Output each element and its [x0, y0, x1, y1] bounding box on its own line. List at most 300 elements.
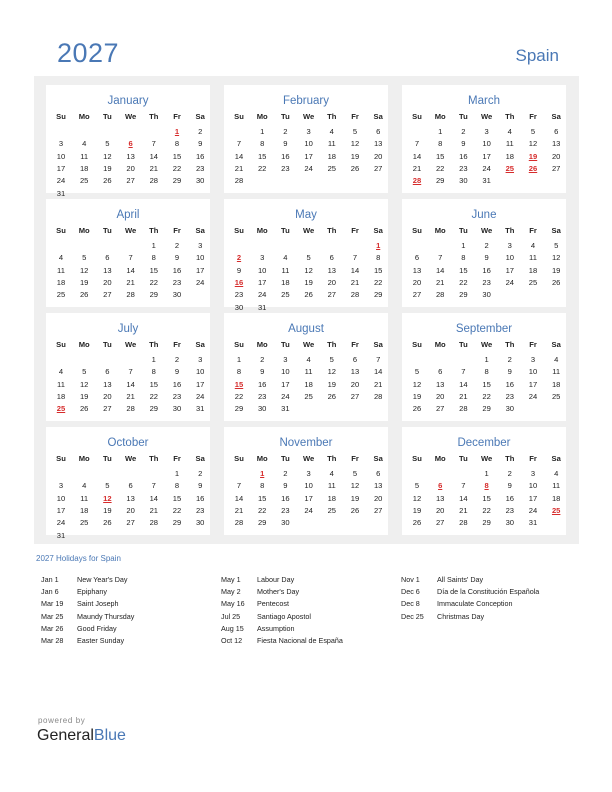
- calendar-day: 17: [304, 151, 313, 161]
- calendar-day: 10: [281, 367, 290, 377]
- weekday-header: Th: [505, 226, 515, 235]
- weekday-header: Fr: [173, 112, 181, 121]
- calendar-day: 14: [412, 151, 422, 161]
- calendar-day: 19: [327, 379, 337, 389]
- calendar-day: 10: [304, 139, 313, 149]
- calendar-day: 23: [172, 277, 182, 287]
- calendar-day: 23: [459, 163, 468, 173]
- holiday-date: Jul 25: [221, 611, 241, 621]
- calendar-day: 31: [257, 302, 267, 312]
- calendar-day: 14: [126, 265, 135, 275]
- weekday-header: We: [302, 226, 315, 235]
- weekday-header: Su: [412, 454, 422, 463]
- country-title: Spain: [515, 46, 559, 65]
- weekday-header: We: [480, 226, 493, 235]
- calendar-day: 10: [56, 493, 66, 503]
- weekday-header: Th: [149, 226, 159, 235]
- holiday-date: May 2: [221, 587, 241, 597]
- calendar-day: 6: [376, 127, 381, 136]
- calendar-day: 12: [551, 253, 561, 263]
- weekday-header: Sa: [373, 340, 383, 349]
- calendar-day: 16: [482, 265, 491, 275]
- calendar-day: 4: [306, 355, 311, 364]
- weekday-header: Mo: [256, 226, 268, 235]
- calendar-day: 16: [281, 493, 290, 503]
- brand-logo: [37, 727, 126, 745]
- calendar-day: 18: [327, 493, 337, 503]
- calendar-day: 6: [438, 367, 443, 377]
- calendar-day: 12: [304, 265, 313, 275]
- calendar-day: 11: [304, 367, 313, 377]
- calendar-day: 28: [126, 290, 135, 300]
- calendar-day: 5: [530, 127, 536, 136]
- weekday-header: Fr: [529, 226, 537, 235]
- calendar-day: 14: [459, 493, 468, 503]
- holiday-name: Immaculate Conception: [437, 599, 513, 609]
- weekday-header: Su: [234, 112, 244, 121]
- calendar-day: 21: [234, 163, 244, 173]
- calendar-day: 1: [484, 355, 489, 364]
- calendar-day: 5: [306, 253, 311, 263]
- calendar-day: 2: [283, 127, 288, 136]
- calendar-day: 11: [57, 379, 65, 389]
- calendar-day: 12: [327, 367, 337, 377]
- weekday-header: Th: [505, 112, 515, 121]
- calendar-day: 29: [482, 518, 491, 528]
- calendar-day: 9: [260, 367, 265, 377]
- calendar-day: 7: [352, 253, 358, 263]
- calendar-day: 28: [435, 290, 445, 300]
- calendar-day: 14: [149, 151, 159, 161]
- calendar-day: 27: [551, 163, 561, 173]
- calendar-day: 21: [149, 505, 159, 515]
- holiday-day: 2: [236, 253, 242, 263]
- calendar-day: 11: [552, 367, 561, 377]
- calendar-day: 28: [459, 518, 468, 528]
- calendar-day: 3: [198, 241, 203, 250]
- calendar-day: 28: [149, 176, 159, 186]
- calendar-day: 23: [257, 391, 267, 401]
- calendar-day: 13: [551, 139, 561, 149]
- calendar-day: 7: [461, 367, 466, 377]
- weekday-header: Fr: [529, 112, 537, 121]
- calendar-day: 22: [149, 391, 159, 401]
- calendar-day: 27: [126, 176, 135, 186]
- holiday-name: Labour Day: [257, 575, 295, 584]
- calendar-day: 10: [528, 367, 538, 377]
- calendar-day: 16: [505, 493, 515, 503]
- weekday-header: We: [124, 340, 137, 349]
- calendar-day: 14: [149, 493, 159, 503]
- calendar-day: 7: [128, 253, 133, 263]
- weekday-header: Sa: [195, 112, 205, 121]
- calendar-day: 28: [149, 518, 159, 528]
- calendar-day: 23: [505, 505, 515, 515]
- calendar-day: 9: [174, 367, 180, 377]
- holiday-name: Assumption: [257, 623, 295, 633]
- calendar-day: 30: [505, 518, 515, 528]
- weekday-header: Su: [412, 112, 422, 121]
- holiday-name: All Saints' Day: [437, 575, 484, 584]
- calendar-day: 24: [528, 505, 538, 515]
- holiday-day: 25: [505, 163, 515, 173]
- calendar-day: 11: [529, 253, 537, 263]
- calendar-day: 31: [56, 530, 66, 540]
- calendar-day: 5: [414, 367, 420, 377]
- calendar-day: 24: [528, 391, 538, 401]
- calendar-day: 16: [172, 265, 182, 275]
- calendar-day: 3: [530, 469, 536, 478]
- calendar-day: 7: [438, 253, 443, 263]
- calendar-day: 27: [350, 391, 360, 401]
- month-april: [46, 199, 210, 307]
- calendar-day: 22: [172, 163, 182, 173]
- calendar-day: 26: [412, 404, 422, 414]
- month-august: [224, 313, 388, 421]
- weekday-header: Tu: [103, 454, 112, 463]
- weekday-header: Su: [412, 340, 422, 349]
- calendar-day: 5: [414, 481, 420, 491]
- weekday-header: Tu: [459, 454, 468, 463]
- calendar-day: 30: [195, 518, 205, 528]
- calendar-day: 6: [414, 253, 420, 263]
- month-name: May: [295, 209, 317, 221]
- calendar-day: 12: [103, 151, 112, 161]
- calendar-day: 27: [373, 505, 383, 515]
- calendar-day: 11: [80, 151, 89, 161]
- calendar-day: 25: [56, 290, 66, 300]
- calendar-day: 24: [195, 391, 205, 401]
- calendar-day: 18: [79, 163, 89, 173]
- calendar-day: 4: [554, 355, 559, 364]
- weekday-header: Fr: [173, 454, 181, 463]
- month-name: August: [288, 323, 324, 335]
- weekday-header: Th: [327, 454, 337, 463]
- calendar-day: 7: [414, 139, 420, 149]
- weekday-header: Tu: [281, 340, 290, 349]
- calendar-day: 30: [482, 290, 491, 300]
- calendar-day: 3: [306, 127, 311, 136]
- weekday-header: Sa: [551, 340, 561, 349]
- calendar-day: 12: [412, 493, 422, 503]
- calendar-day: 6: [329, 253, 334, 263]
- calendar-day: 26: [551, 277, 561, 287]
- calendar-day: 27: [103, 290, 112, 300]
- calendar-day: 8: [438, 139, 443, 149]
- calendar-day: 10: [528, 481, 538, 491]
- calendar-day: 1: [236, 355, 242, 364]
- weekday-header: Tu: [103, 340, 112, 349]
- calendar-day: 2: [260, 355, 265, 364]
- calendar-day: 26: [327, 391, 337, 401]
- calendar-day: 26: [79, 404, 89, 414]
- holiday-date: Mar 28: [41, 635, 64, 645]
- weekday-header: Su: [56, 340, 66, 349]
- calendar-day: 30: [257, 404, 267, 414]
- month-september: [402, 313, 566, 421]
- calendar-day: 8: [174, 139, 180, 149]
- weekday-header: Th: [327, 112, 337, 121]
- calendar-day: 17: [281, 379, 290, 389]
- month-name: September: [455, 323, 513, 335]
- weekday-header: Mo: [256, 340, 268, 349]
- calendar-day: 28: [126, 404, 135, 414]
- holiday-name: Mother's Day: [257, 587, 300, 597]
- holiday-day: 1: [260, 469, 265, 478]
- calendar-day: 21: [149, 163, 159, 173]
- calendar-day: 9: [283, 139, 288, 149]
- calendar-day: 6: [352, 355, 358, 364]
- calendar-day: 11: [505, 139, 514, 149]
- holiday-day: 6: [128, 139, 133, 149]
- calendar-day: 3: [58, 481, 64, 491]
- weekday-header: Mo: [256, 454, 268, 463]
- calendar-day: 24: [257, 290, 267, 300]
- calendar-day: 17: [56, 505, 66, 515]
- month-march: [402, 85, 566, 193]
- calendar-day: 7: [461, 481, 466, 491]
- calendar-day: 25: [79, 518, 89, 528]
- calendar-day: 7: [376, 355, 381, 364]
- calendar-day: 11: [327, 139, 336, 149]
- month-november: [224, 427, 388, 535]
- calendar-day: 21: [459, 391, 468, 401]
- holiday-name: Good Friday: [77, 623, 117, 633]
- calendar-day: 24: [56, 518, 66, 528]
- calendar-day: 13: [373, 139, 383, 149]
- weekday-header: Th: [327, 340, 337, 349]
- calendar-day: 17: [304, 493, 313, 503]
- calendar-day: 21: [373, 379, 383, 389]
- calendar-day: 4: [530, 241, 536, 250]
- weekday-header: Th: [149, 112, 159, 121]
- calendar-day: 24: [304, 505, 313, 515]
- calendar-day: 16: [505, 379, 515, 389]
- month-february: [224, 85, 388, 193]
- weekday-header: We: [302, 340, 315, 349]
- calendar-day: 27: [373, 163, 383, 173]
- calendar-day: 30: [172, 404, 182, 414]
- calendar-day: 14: [234, 151, 244, 161]
- calendar-day: 15: [482, 379, 491, 389]
- calendar-day: 29: [373, 290, 383, 300]
- calendar-day: 14: [459, 379, 468, 389]
- weekday-header: Mo: [434, 226, 446, 235]
- calendar-day: 12: [350, 481, 360, 491]
- weekday-header: Mo: [78, 340, 90, 349]
- calendar-day: 17: [257, 277, 267, 287]
- calendar-day: 24: [195, 277, 205, 287]
- holiday-day: 6: [438, 481, 443, 491]
- calendar-day: 19: [350, 151, 360, 161]
- month-july: [46, 313, 210, 421]
- holidays-title: 2027 Holidays for Spain: [36, 554, 121, 563]
- calendar-day: 10: [195, 367, 205, 377]
- calendar-day: 1: [151, 355, 156, 364]
- calendar-day: 10: [56, 151, 66, 161]
- calendar-day: 2: [198, 469, 203, 478]
- calendar-day: 3: [306, 469, 311, 478]
- calendar-day: 7: [151, 139, 156, 149]
- calendar-day: 18: [281, 277, 290, 287]
- calendar-day: 27: [435, 404, 445, 414]
- month-october: [46, 427, 210, 540]
- month-name: April: [116, 209, 140, 221]
- holiday-date: Aug 15: [221, 623, 244, 633]
- calendar-day: 3: [198, 355, 203, 364]
- weekday-header: Sa: [373, 454, 383, 463]
- calendar-day: 15: [172, 493, 182, 503]
- holiday-date: Nov 1: [401, 575, 420, 584]
- calendar-day: 18: [327, 151, 337, 161]
- calendar-day: 1: [484, 469, 489, 478]
- holiday-day: 26: [528, 163, 538, 173]
- holiday-date: May 16: [221, 599, 245, 609]
- calendar-day: 26: [350, 163, 360, 173]
- month-name: July: [117, 323, 139, 335]
- month-name: December: [457, 437, 511, 449]
- calendar-day: 23: [505, 391, 515, 401]
- calendar-day: 13: [350, 367, 360, 377]
- calendar-day: 23: [195, 505, 205, 515]
- month-name: June: [471, 209, 497, 221]
- calendar-day: 13: [373, 481, 383, 491]
- calendar-day: 10: [482, 139, 491, 149]
- holiday-name: Easter Sunday: [77, 635, 125, 645]
- holiday-name: Día de la Constitución Española: [437, 587, 540, 597]
- calendar-day: 29: [149, 290, 159, 300]
- calendar-day: 7: [128, 367, 133, 377]
- calendar-day: 18: [551, 379, 561, 389]
- calendar-day: 22: [482, 391, 491, 401]
- calendar-day: 19: [412, 391, 422, 401]
- calendar-day: 7: [236, 481, 242, 491]
- holiday-day: 28: [412, 176, 422, 186]
- calendar-day: 30: [234, 302, 244, 312]
- calendar-day: 13: [126, 493, 135, 503]
- holiday-date: Dec 6: [401, 587, 420, 597]
- calendar-day: 12: [79, 379, 89, 389]
- calendar-day: 21: [412, 163, 422, 173]
- holiday-name: New Year's Day: [77, 575, 128, 584]
- holiday-date: Mar 19: [41, 599, 64, 609]
- weekday-header: Fr: [173, 226, 181, 235]
- calendar-day: 17: [195, 265, 205, 275]
- weekday-header: Tu: [281, 112, 290, 121]
- calendar-day: 25: [79, 176, 89, 186]
- calendar-day: 12: [412, 379, 422, 389]
- calendar-day: 12: [79, 265, 89, 275]
- calendar-day: 30: [195, 176, 205, 186]
- calendar-day: 19: [103, 163, 112, 173]
- calendar-day: 13: [435, 379, 445, 389]
- calendar-day: 4: [329, 127, 334, 136]
- weekday-header: Su: [234, 340, 244, 349]
- calendar-day: 2: [507, 469, 512, 478]
- month-name: March: [468, 95, 500, 107]
- weekday-header: Sa: [195, 454, 205, 463]
- calendar-day: 1: [461, 241, 466, 250]
- calendar-day: 20: [373, 493, 383, 503]
- calendar-day: 28: [350, 290, 360, 300]
- calendar-day: 19: [304, 277, 313, 287]
- weekday-header: Fr: [529, 340, 537, 349]
- calendar-day: 5: [82, 253, 87, 263]
- calendar-day: 23: [281, 505, 290, 515]
- holiday-date: Mar 26: [41, 623, 64, 633]
- calendar-day: 16: [459, 151, 468, 161]
- holiday-name: Pentecost: [257, 599, 289, 609]
- calendar-day: 2: [507, 355, 512, 364]
- weekday-header: Tu: [281, 454, 290, 463]
- calendar-day: 15: [172, 151, 182, 161]
- calendar-day: 24: [56, 176, 66, 186]
- calendar-day: 14: [435, 265, 445, 275]
- calendar-day: 20: [327, 277, 337, 287]
- calendar-day: 28: [459, 404, 468, 414]
- calendar-day: 19: [103, 505, 112, 515]
- weekday-header: Su: [234, 454, 244, 463]
- calendar-day: 17: [528, 379, 538, 389]
- calendar-day: 19: [350, 493, 360, 503]
- calendar-day: 16: [281, 151, 290, 161]
- calendar-day: 4: [82, 139, 87, 149]
- calendar-day: 15: [435, 151, 445, 161]
- calendar-day: 20: [350, 379, 360, 389]
- calendar-day: 20: [126, 505, 135, 515]
- holiday-day: 1: [376, 241, 381, 250]
- calendar-day: 5: [105, 481, 110, 491]
- calendar-day: 15: [149, 379, 159, 389]
- calendar-day: 18: [551, 493, 561, 503]
- calendar-day: 29: [459, 290, 468, 300]
- calendar-day: 2: [174, 355, 180, 364]
- calendar-day: 26: [304, 290, 313, 300]
- calendar-day: 6: [105, 253, 110, 263]
- calendar-day: 5: [82, 367, 87, 377]
- calendar-day: 30: [281, 518, 290, 528]
- weekday-header: Tu: [459, 340, 468, 349]
- weekday-header: We: [302, 454, 315, 463]
- calendar-day: 8: [151, 367, 156, 377]
- weekday-header: Mo: [78, 112, 90, 121]
- calendar-day: 5: [352, 127, 358, 136]
- calendar-day: 4: [507, 127, 512, 136]
- calendar-day: 23: [281, 163, 290, 173]
- calendar-day: 25: [327, 505, 337, 515]
- calendar-day: 21: [126, 391, 135, 401]
- calendar-day: 5: [352, 469, 358, 478]
- calendar-day: 8: [461, 253, 466, 263]
- weekday-header: Fr: [351, 340, 359, 349]
- calendar-day: 28: [234, 518, 244, 528]
- weekday-header: Su: [56, 226, 66, 235]
- calendar-day: 9: [198, 481, 203, 491]
- holiday-name: Maundy Thursday: [77, 611, 135, 621]
- weekday-header: Tu: [459, 112, 468, 121]
- calendar-day: 20: [435, 505, 445, 515]
- holiday-date: Jan 1: [41, 575, 59, 584]
- weekday-header: Su: [56, 454, 66, 463]
- calendar-day: 18: [79, 505, 89, 515]
- weekday-header: Sa: [551, 454, 561, 463]
- holiday-day: 1: [174, 127, 180, 136]
- calendar-day: 21: [234, 505, 244, 515]
- calendar-day: 27: [103, 404, 112, 414]
- calendar-day: 25: [528, 277, 538, 287]
- weekday-header: We: [124, 226, 137, 235]
- weekday-header: Th: [505, 454, 515, 463]
